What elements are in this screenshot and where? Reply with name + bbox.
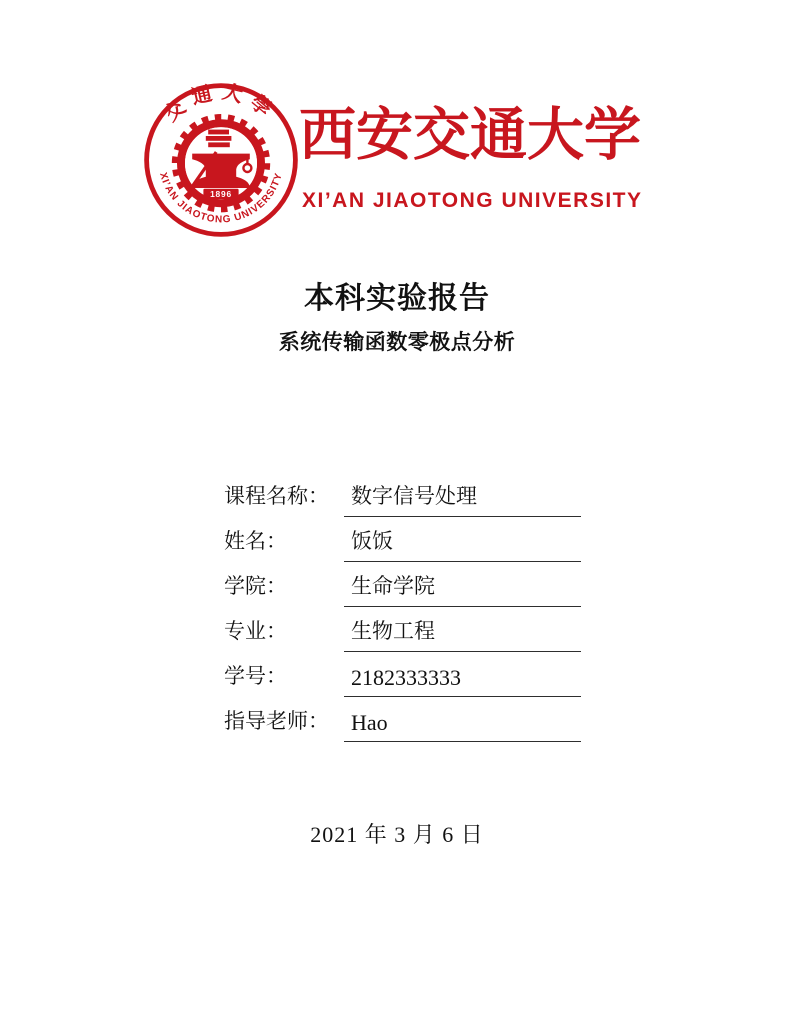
college-value: 生命学院 [344, 570, 581, 607]
student-name-label: 姓名： [224, 530, 287, 553]
report-subtitle: 系统传输函数零极点分析 [278, 331, 516, 354]
form-row-advisor [224, 697, 581, 742]
university-seal-icon [141, 79, 301, 241]
university-name-calligraphy: 西安交通大学 [299, 104, 641, 167]
report-title: 本科实验报告 [304, 282, 490, 315]
form-row-name [224, 517, 581, 562]
founding-year-banner [203, 189, 238, 199]
advisor-value: Hao [344, 710, 581, 742]
seal-top-script: 交通大學 [160, 81, 282, 126]
seal-ring-text: XI’AN JIAOTONG UNIVERSITY [157, 171, 285, 226]
student-id-value: 2182333333 [344, 665, 581, 697]
college-label: 学院： [224, 575, 287, 598]
student-id-label: 学号： [224, 665, 287, 688]
student-name-value: 饭饭 [344, 525, 581, 562]
major-value: 生物工程 [344, 615, 581, 652]
university-name-english: XI’AN JIAOTONG UNIVERSITY [302, 189, 643, 212]
founding-year: 1896 [210, 189, 232, 200]
course-name-label: 课程名称： [224, 485, 329, 508]
form-row-student-id [224, 652, 581, 697]
major-label: 专业： [224, 620, 287, 643]
report-date: 2021 年 3 月 6 日 [310, 822, 484, 847]
form-row-course [224, 472, 581, 517]
form-row-college [224, 562, 581, 607]
course-name-value: 数字信号处理 [344, 480, 581, 517]
form-row-major [224, 607, 581, 652]
cover-info-form [224, 472, 581, 742]
advisor-label: 指导老师： [224, 710, 329, 733]
